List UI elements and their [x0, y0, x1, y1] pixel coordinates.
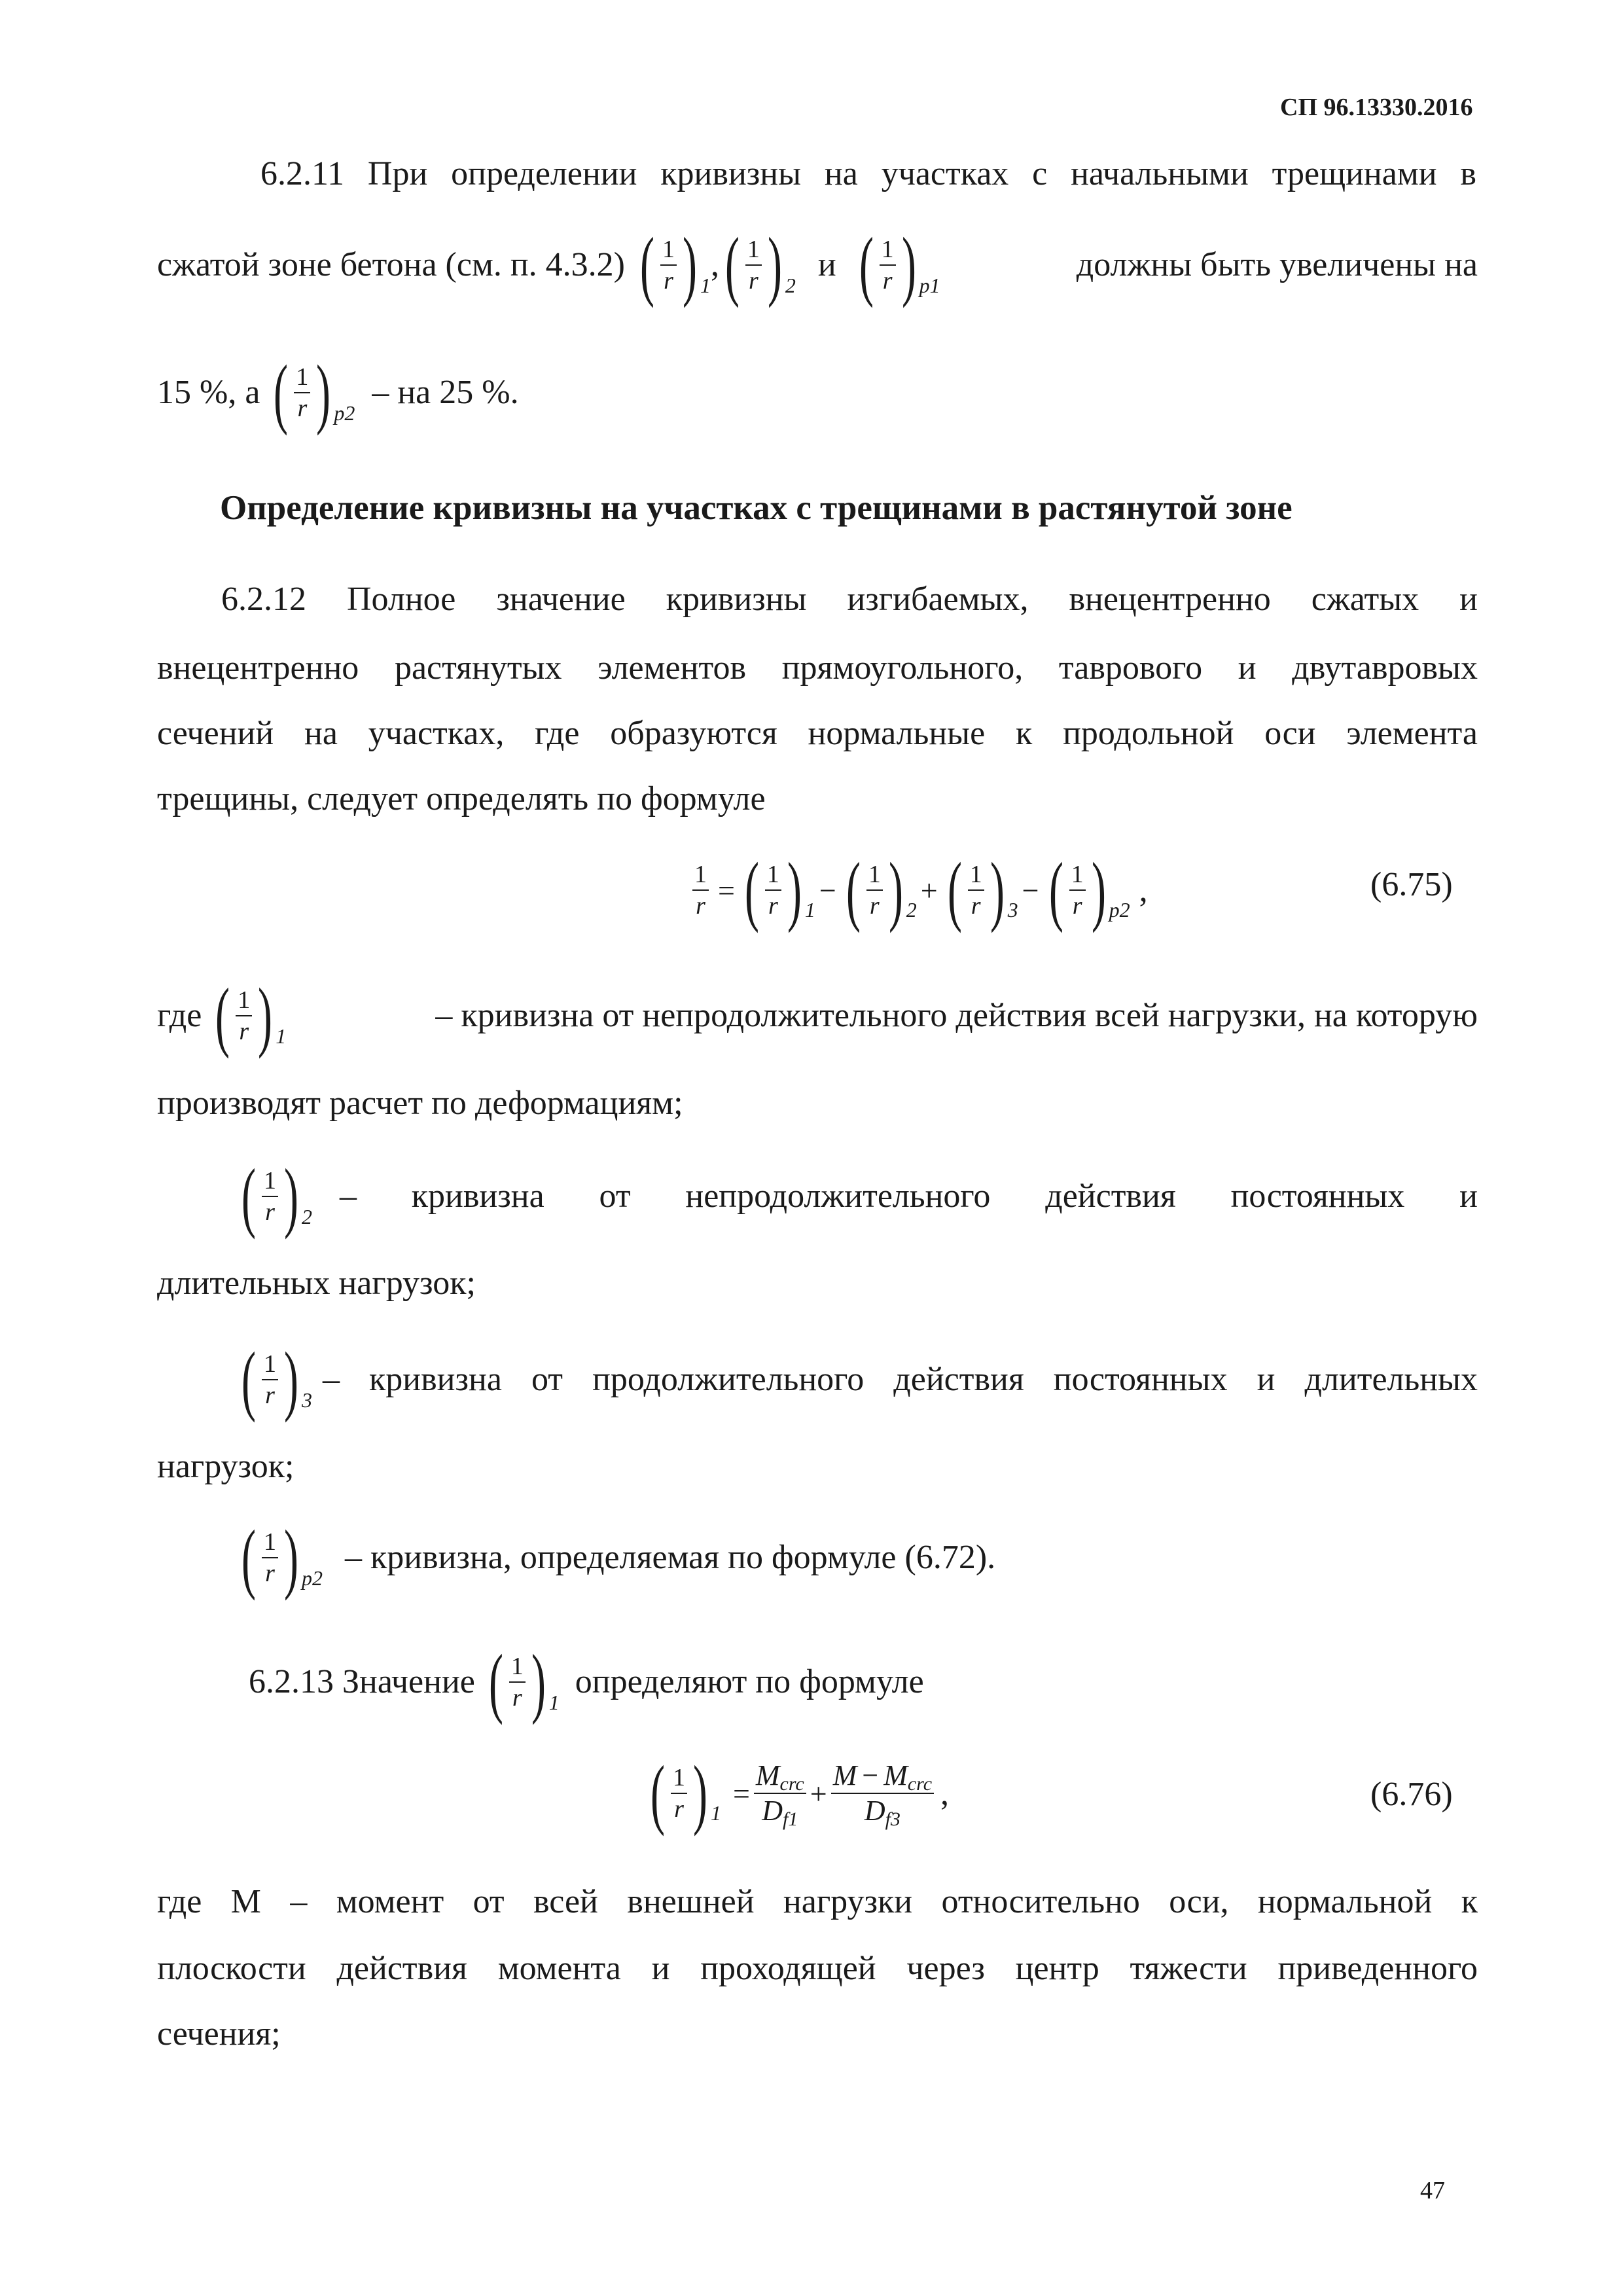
- paragraph-final-line-2: плоскости действия момента и проходящей через центр тяжести приведенного: [157, 1950, 1478, 1987]
- inline-formula-1-r-2: ( $\frac{1}{r}$ ) $_2$: [724, 221, 796, 308]
- line-3-text-a: 15 %, а: [157, 374, 260, 411]
- paragraph-6-2-11-line-2: сжатой зоне бетона (см. п. 4.3.2) ( $\frac{1}{r}$ ) $_1$ , ( $\frac{1}{r}$ ) $_2$ и ( $\frac{1}{r}$ ) $_{p1}$ должны быть увеличены на: [157, 221, 1478, 308]
- conjunction-and: и: [817, 246, 836, 283]
- document-code: СП 96.13330.2016: [1280, 94, 1473, 121]
- equation-6-76: ( $\frac{1}{r}$ ) 1 = $\frac{\text{Mcrc}}{Df1}$ + $\frac{\text{M − Mcrc}}{Df3}$ ,: [650, 1749, 950, 1837]
- paragraph-6-2-13-lead: 6.2.13 Значение: [249, 1663, 475, 1700]
- line-3-text-b: – на 25 %.: [372, 374, 519, 411]
- inline-formula-1-r-1: ( $\frac{1}{r}$ ) $_1$: [488, 1638, 560, 1725]
- paragraph-6-2-12-line-1: 6.2.12 Полное значение кривизны изгибаемых, внецентренно сжатых и: [221, 581, 1478, 618]
- definition-3: [236, 1336, 1478, 1423]
- line-2-text-a: сжатой зоне бетона (см. п. 4.3.2): [157, 246, 625, 283]
- definition-2-text: – кривизна от непродолжительного действия постоянных и: [339, 1177, 1478, 1215]
- definition-2: [236, 1153, 1478, 1240]
- inline-formula-1-r-p1: ( $\frac{1}{r}$ ) $_{p1}$: [859, 221, 940, 308]
- definition-4: [236, 1514, 996, 1601]
- definition-3-continuation: нагрузок;: [157, 1448, 294, 1485]
- definition-1-text: – кривизна от непродолжительного действия всей нагрузки, на которую: [435, 997, 1478, 1034]
- definition-1: [157, 972, 1478, 1059]
- definition-4-text: – кривизна, определяемая по формуле (6.72).: [344, 1539, 996, 1576]
- definition-2-continuation: длительных нагрузок;: [157, 1265, 476, 1302]
- inline-formula-1-r-2: ( $\frac{1}{r}$ ) $_2$: [241, 1153, 312, 1240]
- inline-formula-1-r-1: ( $\frac{1}{r}$ ) $_1$: [639, 221, 711, 308]
- paragraph-6-2-12-line-3: сечений на участках, где образуются нормальные к продольной оси элемента: [157, 715, 1478, 752]
- paragraph-6-2-13-tail: определяют по формуле: [575, 1663, 924, 1700]
- inline-formula-1-r-3: ( $\frac{1}{r}$ ) $_3$: [241, 1336, 312, 1423]
- page-number: 47: [1420, 2177, 1445, 2204]
- where-label: где: [157, 997, 202, 1034]
- inline-formula-1-r-1: ( $\frac{1}{r}$ ) $_1$: [215, 972, 287, 1059]
- paragraph-6-2-12-line-4: трещины, следует определять по формуле: [157, 780, 766, 817]
- definition-3-text: – кривизна от продолжительного действия постоянных и длительных: [322, 1361, 1478, 1398]
- section-heading: Определение кривизны на участках с трещинами в растянутой зоне: [220, 489, 1293, 527]
- equation-6-75: $\frac{1}{r}$ = ( $\frac{1}{r}$ ) 1 − ( $\frac{1}{r}$ ) 2 + ( $\frac{1}{r}$ ) 3 − ( $\frac{1}{r}$ ) p2 ,: [692, 851, 1148, 929]
- paragraph-6-2-11-line-3: [157, 349, 519, 436]
- paragraph-final-line-3: сечения;: [157, 2015, 281, 2053]
- paragraph-6-2-11-line-1: 6.2.11 При определении кривизны на участках с начальными трещинами в: [260, 155, 1476, 192]
- paragraph-6-2-13: [249, 1638, 924, 1725]
- paragraph-final-line-1: где M – момент от всей внешней нагрузки относительно оси, нормальной к: [157, 1883, 1478, 1920]
- line-2-text-b: должны быть увеличены на: [1076, 246, 1478, 283]
- paragraph-6-2-12-line-2: внецентренно растянутых элементов прямоугольного, таврового и двутавровых: [157, 649, 1478, 687]
- definition-1-continuation: производят расчет по деформациям;: [157, 1085, 683, 1122]
- equation-label-6-75: (6.75): [1370, 866, 1453, 903]
- equation-label-6-76: (6.76): [1370, 1776, 1453, 1813]
- inline-formula-1-r-p2: ( $\frac{1}{r}$ ) $_{p2}$: [241, 1514, 323, 1601]
- inline-formula-1-r-p2: ( $\frac{1}{r}$ ) $_{p2}$: [274, 349, 355, 436]
